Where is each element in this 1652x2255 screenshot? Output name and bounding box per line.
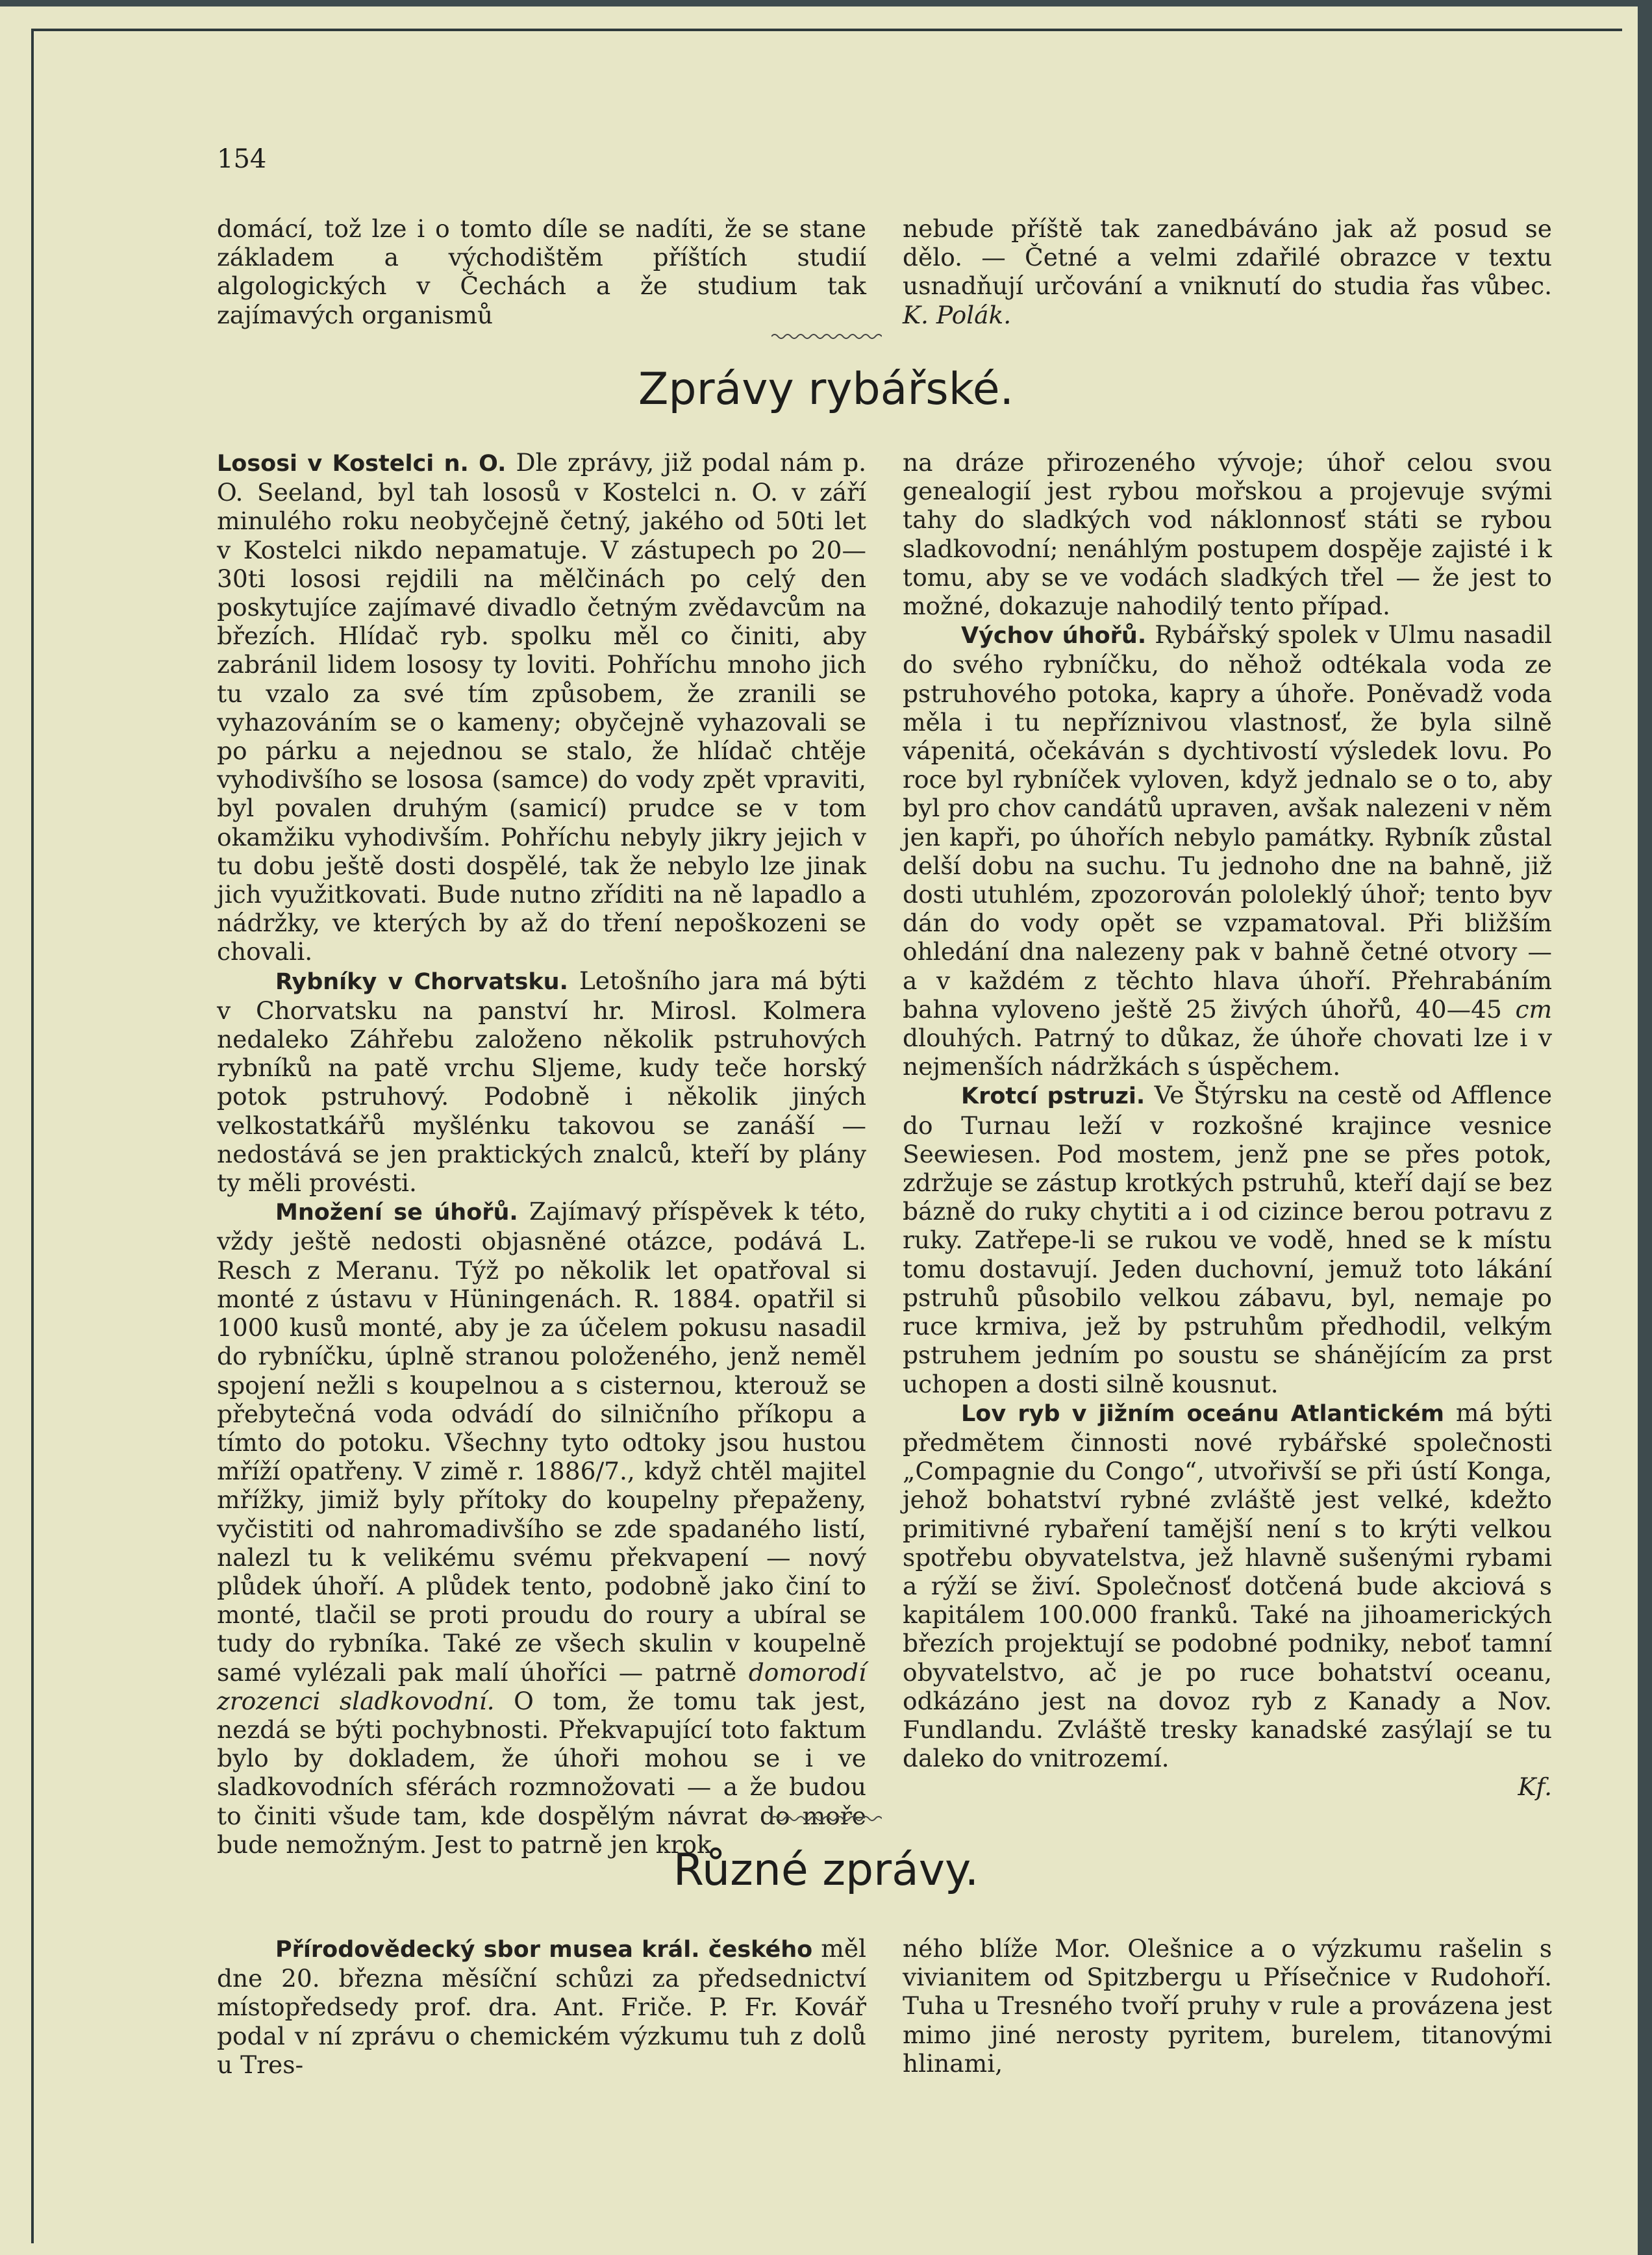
section-title-misc: Různé zprávy.: [673, 1845, 979, 1896]
wavy-divider: [771, 330, 882, 343]
intro-signature: K. Polák.: [903, 300, 1012, 329]
intro-left-column: [217, 214, 866, 329]
article-eel-text: Zajímavý příspěvek k této, vždy ještě nedosti objasněné otázce, podává L. Resch z Meranu. Týž po několik let opatřoval si monté z ústavu v Hüningenách. R. 1884. opatřil si 1000 kusů monté, aby je za účelem pokusu nasadil do rybníčku, úplně stranou položeného, jenž neměl spojení nežli s koupelnou a s cisternou, kterouž se přebytečná voda odvádí do silničního příkopu a tímto do potoku. Všechny tyto odtoky jsou hustou mříží opatřeny. V zimě r. 1886/7., když chtěl majitel mřížky, jimiž byly přítoky do koupelny přepaženy, vyčistiti od nahromadivšího se zde spadaného listí, nalezl tu k velikému svému překvapení — nový plůdek úhoří. A plůdek tento, podobně jako činí to monté, tlačil se proti proudu do roury a ubíral se tudy do rybníka. Také ze všech skulin v koupelně samé vylézali pak malí úhoříci — patrně: [217, 1197, 866, 1687]
fishing-right-column: [903, 448, 1552, 1802]
article-eel-heading: Množení se úhořů.: [275, 1200, 518, 1226]
article-museum-continued: ného blíže Mor. Olešnice a o výzkumu rašelin s vivianitem od Spitzbergu u Přísečnice v Rudohoří. Tuha u Tresného tvoří pruhy v rule a provázena jest mimo jiné nerosty pyritem, burelem, titanovými hlinami,: [903, 1934, 1552, 2078]
article-museum-text: měl dne 20. března měsíční schůzi za předsednictví místopředsedy prof. dra. Ant. Friče. P. Fr. Kovář podal v ní zprávu o chemickém výzkumu tuh z dolů u Tres-: [217, 1934, 867, 2079]
section1-signature: Kf.: [1518, 1772, 1552, 1802]
article-ponds-heading: Rybníky v Chorvatsku.: [275, 968, 568, 995]
article-breeding-heading: Výchov úhořů.: [961, 623, 1147, 649]
scan-border-top: [0, 0, 1652, 6]
article-museum-heading: Přírodovědecký sbor musea král. českého: [275, 1937, 813, 1963]
article-atlantic-text: má býti předmětem činnosti nové rybářské společnosti „Compagnie du Congo“, utvořivší se při ústí Konga, jehož bohatství rybné zvláště jest velké, kdežto primitivné rybaření tamější není s to krýti velkou spotřebu obyvatelstva, jež hlavně sušenými rybami a rýží se živí. Společnosť dotčená bude akciová s kapitálem 100.000 franků. Také na jihoamerických březích projektují se podobné podniky, neboť tamní obyvatelstvo, ač je po ruce bohatství oceanu, odkázáno jest na dovoz ryb z Kanady a Nov. Fundlandu. Zvláště tresky kanadské zasýlají se tu daleko do vnitrozemí.: [903, 1398, 1552, 1773]
page-number: 154: [217, 144, 267, 174]
article-salmon-text: Dle zprávy, již podal nám p. O. Seeland, byl tah lososů v Kostelci n. O. v září minulého roku neobyčejně četný, jakého od 50ti let v Kostelci nikdo nepamatuje. V zástupech po 20—30ti lososi rejdili na mělčinách po celý den poskytujíce zajímavé divadlo četným zvědavcům na březích. Hlídač ryb. spolku měl co činiti, aby zabránil lidem lososy ty loviti. Pohříchu mnoho jich tu vzalo za své tím způsobem, že zranili se vyhazováním se o kameny; obyčejně vyhazovali se po párku a nejednou se stalo, že hlídač chtěje vyhodivšího se lososa (samce) do vody zpět vpraviti, byl povalen druhým (samicí) prudce se v tom okamžiku vyhodivším. Pohříchu nebyly jikry jejich v tu dobu ještě dosti dospělé, tak že nebylo lze jinak jich využitkovati. Bude nutno zříditi na ně lapadlo a nádržky, ve kterých by až do tření nepoškozeni se chovali.: [217, 448, 867, 966]
article-museum: [217, 1934, 866, 2079]
fishing-left-column: [217, 448, 866, 1859]
intro-right-column: [903, 214, 1552, 329]
article-eel-reproduction: [217, 1197, 866, 1859]
article-trout-text: Ve Štýrsku na cestě od Afflence do Turnau leží v rozkošné krajince vesnice Seewiesen. Pod mostem, jenž pne se přes potok, zdržuje se zástup krotkých pstruhů, kteří dají se bez bázně do ruky chytiti a i od cizince berou potravu z ruky. Zatřepe-li se rukou ve vodě, hned se k místu tomu dostavují. Jeden duchovní, jemuž toto lákání pstruhů působilo velkou zábavu, byl, nemaje po ruce krmiva, jež by pstruhům předhodil, velkým pstruhem jedním po soustu se shánějícím za prst uchopen a dosti silně kousnut.: [903, 1081, 1553, 1398]
article-eel-continued: na dráze přirozeného vývoje; úhoř celou svou genealogií jest rybou mořskou a projevuje svými tahy do sladkých vod náklonnosť státi se rybou sladkovodní; nenáhlým postupem dospěje zajisté i k tomu, aby se ve vodách sladkých třel — že jest to možné, dokazuje nahodilý tento případ.: [903, 448, 1552, 621]
article-salmon-heading: Lososi v Kostelci n. O.: [217, 451, 507, 477]
article-tame-trout: [903, 1081, 1552, 1398]
article-salmon: [217, 448, 866, 966]
article-atlantic-heading: Lov ryb v jižním oceánu Atlantickém: [961, 1400, 1445, 1427]
article-ponds-croatia: [217, 966, 866, 1198]
intro-right-body: nebude příště tak zanedbáváno jak až posud se dělo. — Četné a velmi zdařilé obrazce v textu usnadňují určování a vniknutí do studia řas vůbec.: [903, 214, 1552, 301]
article-atlantic-fishing: [903, 1398, 1552, 1773]
article-breeding-unit: cm: [1515, 994, 1552, 1024]
article-breeding-text: Rybářský spolek v Ulmu nasadil do svého rybníčku, do něhož odtékala voda ze pstruhového potoka, kapry a úhoře. Poněvadž voda měla i tu nepříznivou vlastnosť, že byla silně vápenitá, očekáván s dychtivostí výsledek lovu. Po roce byl rybníček vyloven, když jednalo se o to, aby byl pro chov candátů upraven, avšak nalezeni v něm jen kapři, po úhořích nebylo památky. Rybník zůstal delší dobu na suchu. Tu jednoho dne na bahně, již dosti utuhlém, zpozorován pololeklý úhoř; tento byv dán do vody opět se vzpamatoval. Při bližším ohledání dna nalezeny pak v bahně četné otvory — a v každém z těchto hlava úhoří. Přehrabáním bahna vyloveno ještě 25 živých úhořů, 40—45: [903, 620, 1553, 1024]
section-title-fishing: Zprávy rybářské.: [638, 364, 1014, 415]
intro-right-text: [903, 214, 1552, 329]
article-breeding-tail: dlouhých. Patrný to důkaz, že úhoře chovati lze i v nejmenších nádržkách s úspěchem.: [903, 1024, 1552, 1081]
scan-border-right: [1638, 0, 1652, 2255]
intro-left-text: domácí, tož lze i o tomto díle se nadíti, že se stane základem a východištěm příštích studií algologických v Čechách a že studium tak zajímavých organismů: [217, 214, 866, 329]
article-ponds-text: Letošního jara má býti v Chorvatsku na panství hr. Mirosl. Kolmera nedaleko Záhřebu založeno několik pstruhových rybníků na patě vrchu Sljeme, kudy teče horský potok pstruhový. Podobně i několik jiných velkostatkářů myšlénku takovou se zanáší — nedostává se jen praktických znalců, kteří by plány ty měli provésti.: [217, 966, 866, 1198]
article-trout-heading: Krotcí pstruzi.: [961, 1083, 1145, 1110]
misc-left-column: [217, 1934, 866, 2079]
misc-right-column: [903, 1934, 1552, 2078]
article-eel-breeding: [903, 620, 1552, 1081]
wavy-divider-2: [771, 1812, 882, 1825]
article-eel-italic: domorodí zrozenci sladkovodní.: [217, 1657, 866, 1715]
article-eel-tail: O tom, že tomu tak jest, nezdá se býti pochybnosti. Překvapující toto faktum bylo by dokladem, že úhoři mohou se i ve sladkovodních sférách rozmnožovati — a že budou to činiti všude tam, kde dospělým návrat do moře bude nemožným. Jest to patrně jen krok: [217, 1686, 866, 1859]
